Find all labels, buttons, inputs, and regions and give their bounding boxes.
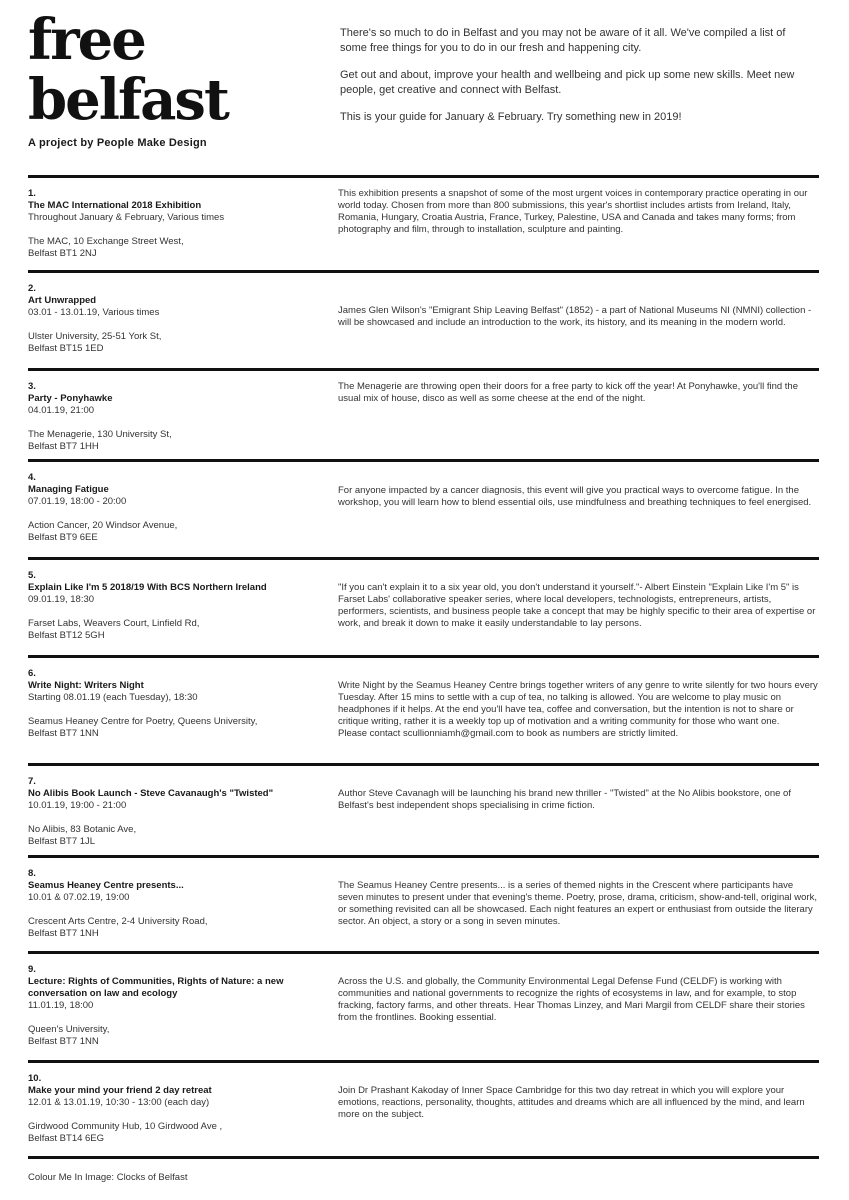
event-details	[28, 964, 328, 1048]
event-details	[28, 570, 328, 642]
event-number: 4.	[28, 472, 36, 483]
event-address-line1: Ulster University, 25-51 York St,	[28, 331, 162, 342]
byline: A project by People Make Design	[28, 137, 207, 149]
event-address-line1: Queen's University,	[28, 1024, 110, 1035]
intro-text	[340, 26, 810, 137]
event-date: 10.01.19, 19:00 - 21:00	[28, 800, 127, 811]
event-date: 04.01.19, 21:00	[28, 405, 95, 416]
event-address-line1: Farset Labs, Weavers Court, Linfield Rd,	[28, 618, 200, 629]
event-address-line1: The MAC, 10 Exchange Street West,	[28, 236, 184, 247]
event-date: 10.01 & 07.02.19, 19:00	[28, 892, 130, 903]
event-title: Write Night: Writers Night	[28, 680, 144, 691]
logo-line-free: free	[28, 7, 145, 73]
event-entry	[28, 175, 819, 270]
event-address-line1: Girdwood Community Hub, 10 Girdwood Ave ,	[28, 1121, 223, 1132]
event-description	[338, 680, 819, 740]
event-title: Managing Fatigue	[28, 484, 109, 495]
event-date: 12.01 & 13.01.19, 10:30 - 13:00 (each day)	[28, 1097, 210, 1108]
event-entry	[28, 270, 819, 368]
event-details	[28, 381, 328, 453]
event-description	[338, 1085, 819, 1121]
event-date: Starting 08.01.19 (each Tuesday), 18:30	[28, 692, 198, 703]
event-number: 1.	[28, 188, 36, 199]
event-entry	[28, 557, 819, 655]
event-description-text: The Seamus Heaney Centre presents... is a series of themed nights in the Crescent where participants have seven minutes to present under that evening's theme. Poetry, prose, drama, criticism, show-and-tell, original work, or something revisited can all be showcased. Each night features an expert or enthusiast from outside the literary sector. An object, a story or a song in seven minutes.	[338, 880, 817, 927]
event-address-line2: Belfast BT7 1HH	[28, 441, 99, 452]
event-title: Explain Like I'm 5 2018/19 With BCS Northern Ireland	[28, 582, 267, 593]
event-address-line2: Belfast BT7 1NN	[28, 728, 99, 739]
event-date: 11.01.19, 18:00	[28, 1000, 94, 1011]
event-details	[28, 668, 328, 740]
event-number: 8.	[28, 868, 36, 879]
event-address-line2: Belfast BT14 6EG	[28, 1133, 105, 1144]
footer-divider	[28, 1156, 819, 1159]
intro-paragraph: This is your guide for January & February. Try something new in 2019!	[340, 111, 682, 123]
event-entry	[28, 1060, 819, 1156]
event-title: Make your mind your friend 2 day retreat	[28, 1085, 212, 1096]
intro-paragraph: Get out and about, improve your health and wellbeing and pick up some new skills. Meet new people, get creative and connect with Belfast.	[340, 69, 795, 96]
event-entry	[28, 763, 819, 855]
event-address-line1: Seamus Heaney Centre for Poetry, Queens University,	[28, 716, 258, 727]
logo-line-belfast: belfast	[28, 67, 228, 133]
event-details	[28, 472, 328, 544]
event-address-line2: Belfast BT7 1NH	[28, 928, 99, 939]
event-number: 3.	[28, 381, 36, 392]
event-details	[28, 776, 328, 848]
event-date: 09.01.19, 18:30	[28, 594, 95, 605]
event-description-text: For anyone impacted by a cancer diagnosis, this event will give you practical ways to overcome fatigue. In the workshop, you will learn how to blend essential oils, use mindfulness and breathing techniques to feel energised.	[338, 485, 812, 508]
event-description	[338, 485, 819, 509]
event-address-line2: Belfast BT15 1ED	[28, 343, 104, 354]
event-entry	[28, 459, 819, 557]
event-number: 6.	[28, 668, 36, 679]
event-description-text: Join Dr Prashant Kakoday of Inner Space Cambridge for this two day retreat in which you will explore your emotions, reactions, personality, thoughts, attitudes and dreams which are all influenced by the mind, and learn more on the subject.	[338, 1085, 805, 1120]
event-address-line1: Crescent Arts Centre, 2-4 University Road,	[28, 916, 208, 927]
event-title: Seamus Heaney Centre presents...	[28, 880, 184, 891]
event-details	[28, 868, 328, 940]
event-entry	[28, 951, 819, 1060]
event-date: 07.01.19, 18:00 - 20:00	[28, 496, 127, 507]
event-address-line2: Belfast BT1 2NJ	[28, 248, 97, 259]
event-description-text: Across the U.S. and globally, the Community Environmental Legal Defense Fund (CELDF) is working with communities and national governments to recognize the rights of ecosystems in law, and for example, to stop fracking, factory farms, and other threats. Hear Thomas Linzey, and Mari Margil from CELDF share their stories from the frontlines. Booking essential.	[338, 976, 805, 1023]
event-description	[338, 788, 819, 812]
event-description-text: The Menagerie are throwing open their doors for a free party to kick off the year! At Ponyhawke, you'll find the usual mix of house, disco as well as some cheese at the end of the night.	[338, 381, 799, 404]
event-title: Party - Ponyhawke	[28, 393, 113, 404]
event-description-text: James Glen Wilson's "Emigrant Ship Leaving Belfast" (1852) - a part of National Museums NI (NMNI) collection - will be showcased and include an introduction to the work, its history, and its meaning in the modern world.	[338, 305, 812, 328]
event-address-line2: Belfast BT7 1NN	[28, 1036, 99, 1047]
event-title: Art Unwrapped	[28, 295, 97, 306]
event-entry	[28, 855, 819, 951]
event-address-line1: No Alibis, 83 Botanic Ave,	[28, 824, 137, 835]
event-description	[338, 880, 819, 928]
event-number: 2.	[28, 283, 36, 294]
event-description-text: Author Steve Cavanagh will be launching his brand new thriller - "Twisted" at the No Alibis bookstore, one of Belfast's best independent shops specialising in crime fiction.	[338, 788, 791, 811]
event-number: 5.	[28, 570, 36, 581]
event-description-text: "If you can't explain it to a six year old, you don't understand it yourself."- Albert Einstein "Explain Like I'm 5" is Farset Labs' collaborative speaker series, where local developers, technologists, entrepreneurs, artists, performers, scientists, and business people take a concept that may be highly specific to their area of expertise or work, and break it down to make it easily understandable to lay persons.	[338, 582, 816, 629]
event-address-line2: Belfast BT12 5GH	[28, 630, 105, 641]
event-entry	[28, 655, 819, 763]
event-description	[338, 305, 819, 329]
event-number: 10.	[28, 1073, 42, 1084]
event-title: Lecture: Rights of Communities, Rights of Nature: a new conversation on law and ecology	[28, 976, 284, 999]
event-details	[28, 283, 328, 355]
event-description-text: Write Night by the Seamus Heaney Centre brings together writers of any genre to write silently for two hours every Tuesday. After 15 mins to settle with a cup of tea, no talking is allowed. You are welcome to play music on headphones if it helps. At the end you'll have tea, coffee and conversation, but the intention is not to share or critique writing, rather it is a weekly top up of motivation and a writing community for those who want one.	[338, 680, 818, 727]
event-details	[28, 188, 328, 260]
event-number: 9.	[28, 964, 36, 975]
event-title: The MAC International 2018 Exhibition	[28, 200, 202, 211]
image-credit: Colour Me In Image: Clocks of Belfast	[28, 1172, 188, 1183]
logo	[28, 7, 228, 133]
event-details	[28, 1073, 328, 1145]
event-address-line2: Belfast BT7 1JL	[28, 836, 96, 847]
event-entry	[28, 368, 819, 459]
event-description-text: This exhibition presents a snapshot of some of the most urgent voices in contemporary practice operating in our world today. Chosen from more than 800 submissions, this year's shortlist includes artists from Ireland, Italy, Romania, Hungary, Croatia Austria, France, Turkey, Palestine, USA and Canada and takes many forms; from photography and film, through to installation, sculpture and painting.	[338, 188, 808, 235]
event-description	[338, 976, 819, 1024]
event-date: Throughout January & February, Various times	[28, 212, 225, 223]
event-title: No Alibis Book Launch - Steve Cavanaugh's "Twisted"	[28, 788, 274, 799]
event-description	[338, 582, 819, 630]
event-description	[338, 188, 819, 236]
event-number: 7.	[28, 776, 36, 787]
event-description	[338, 381, 819, 405]
event-address-line1: The Menagerie, 130 University St,	[28, 429, 172, 440]
event-date: 03.01 - 13.01.19, Various times	[28, 307, 160, 318]
event-address-line1: Action Cancer, 20 Windsor Avenue,	[28, 520, 178, 531]
intro-paragraph: There's so much to do in Belfast and you may not be aware of it all. We've compiled a list of some free things for you to do in our fresh and happening city.	[340, 27, 786, 54]
event-booking-note: Please contact scullionniamh@gmail.com to book as numbers are strictly limited.	[338, 728, 679, 739]
event-address-line2: Belfast BT9 6EE	[28, 532, 98, 543]
